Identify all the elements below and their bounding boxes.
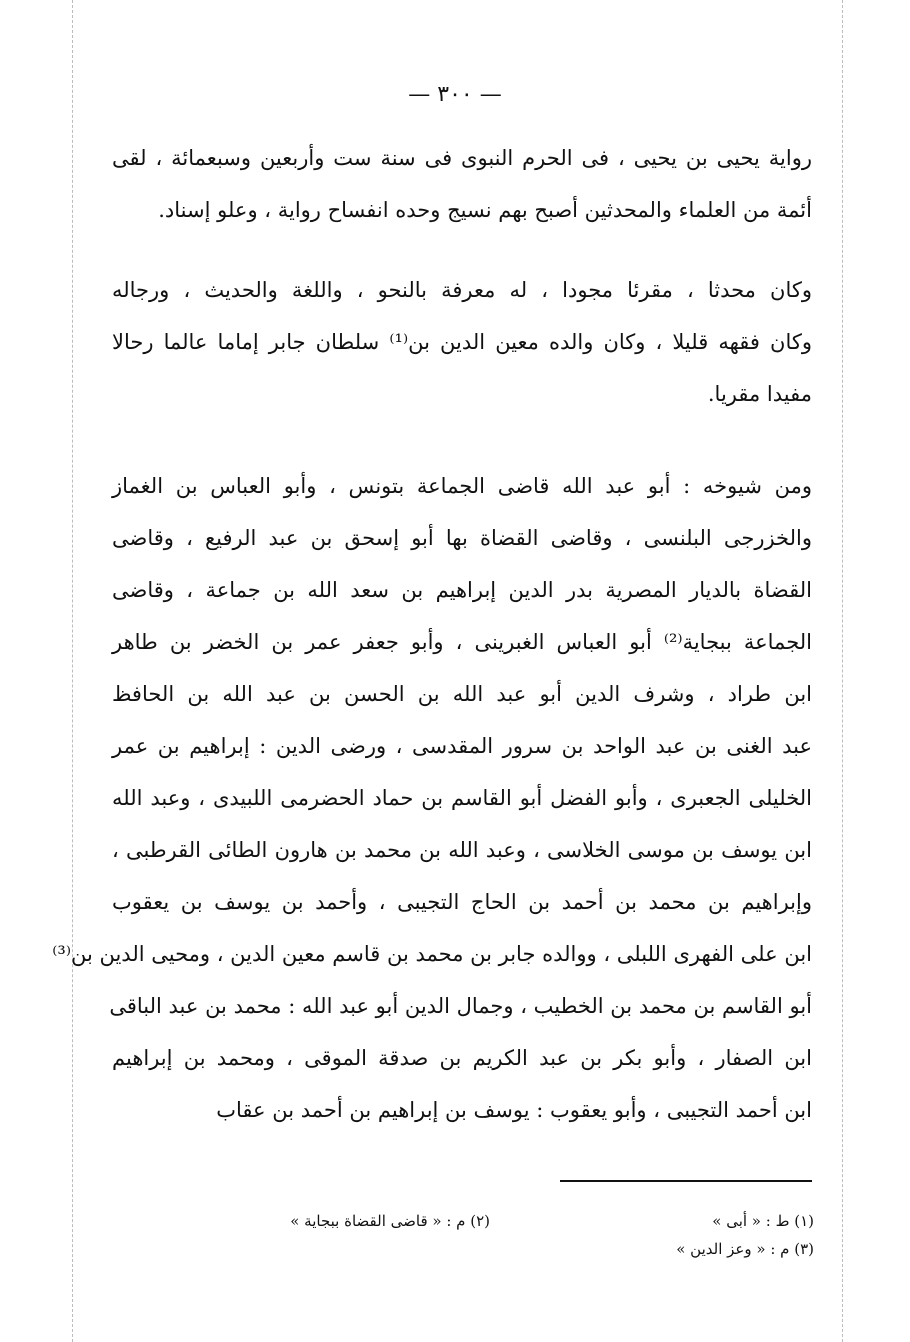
text-line: ومن شيوخه : أبو عبد الله قاضى الجماعة بتونس ، وأبو العباس بن الغماز bbox=[112, 474, 812, 498]
footnote-2: (٢) م : « قاضى القضاة ببجاية » bbox=[290, 1212, 490, 1230]
text-line: ابن الصفار ، وأبو بكر بن عبد الكريم بن صدقة الموقى ، ومحمد بن إبراهيم bbox=[112, 1046, 812, 1070]
text-line: أئمة من العلماء والمحدثين أصبح بهم نسيج وحده انفساح رواية ، وعلو إسناد. bbox=[158, 198, 812, 222]
text-line: ابن على الفهرى اللبلى ، ووالده جابر بن محمد بن قاسم معين الدين ، ومحيى الدين بن⁽³⁾ bbox=[52, 942, 812, 966]
text-line: القضاة بالديار المصرية بدر الدين إبراهيم بن سعد الله بن جماعة ، وقاضى bbox=[112, 578, 812, 602]
text-line: ابن أحمد التجيبى ، وأبو يعقوب : يوسف بن إبراهيم بن أحمد بن عقاب bbox=[216, 1098, 812, 1122]
text-line: أبو القاسم بن محمد بن الخطيب ، وجمال الدين أبو عبد الله : محمد بن عبد الباقى bbox=[109, 994, 812, 1018]
text-line: الجماعة ببجاية⁽²⁾ أبو العباس الغبرينى ، وأبو جعفر عمر بن الخضر بن طاهر bbox=[112, 630, 812, 654]
text-line: وإبراهيم بن محمد بن أحمد بن الحاج التجيبى ، وأحمد بن يوسف بن يعقوب bbox=[112, 890, 812, 914]
page-number: — ٣٠٠ — bbox=[408, 82, 502, 107]
footnote-divider bbox=[560, 1180, 812, 1182]
footnote-3: (٣) م : « وعز الدين » bbox=[676, 1240, 814, 1258]
text-line: عبد الغنى بن عبد الواحد بن سرور المقدسى ، ورضى الدين : إبراهيم بن عمر bbox=[112, 734, 812, 758]
text-line: والخزرجى البلنسى ، وقاضى القضاة بها أبو إسحق بن عبد الرفيع ، وقاضى bbox=[112, 526, 812, 550]
text-line: رواية يحيى بن يحيى ، فى الحرم النبوى فى سنة ست وأربعين وسبعمائة ، لقى bbox=[112, 146, 812, 170]
text-line: مفيدا مقريا. bbox=[707, 382, 812, 406]
text-line: الخليلى الجعبرى ، وأبو الفضل أبو القاسم بن حماد الحضرمى اللبيدى ، وعبد الله bbox=[112, 786, 812, 810]
text-line: ابن يوسف بن موسى الخلاسى ، وعبد الله بن محمد بن هارون الطائى القرطبى ، bbox=[112, 838, 812, 862]
scan-artifact-line bbox=[842, 0, 843, 1342]
scan-artifact-line bbox=[72, 0, 73, 1342]
footnote-1: (١) ط : « أبى » bbox=[712, 1212, 814, 1230]
text-line: وكان محدثا ، مقرئا مجودا ، له معرفة بالنحو ، واللغة والحديث ، ورجاله bbox=[112, 278, 812, 302]
text-line: ابن طراد ، وشرف الدين أبو عبد الله بن الحسن بن عبد الله بن الحافظ bbox=[112, 682, 812, 706]
text-line: وكان فقهه قليلا ، وكان والده معين الدين بن⁽¹⁾ سلطان جابر إماما عالما رحالا bbox=[112, 330, 812, 354]
